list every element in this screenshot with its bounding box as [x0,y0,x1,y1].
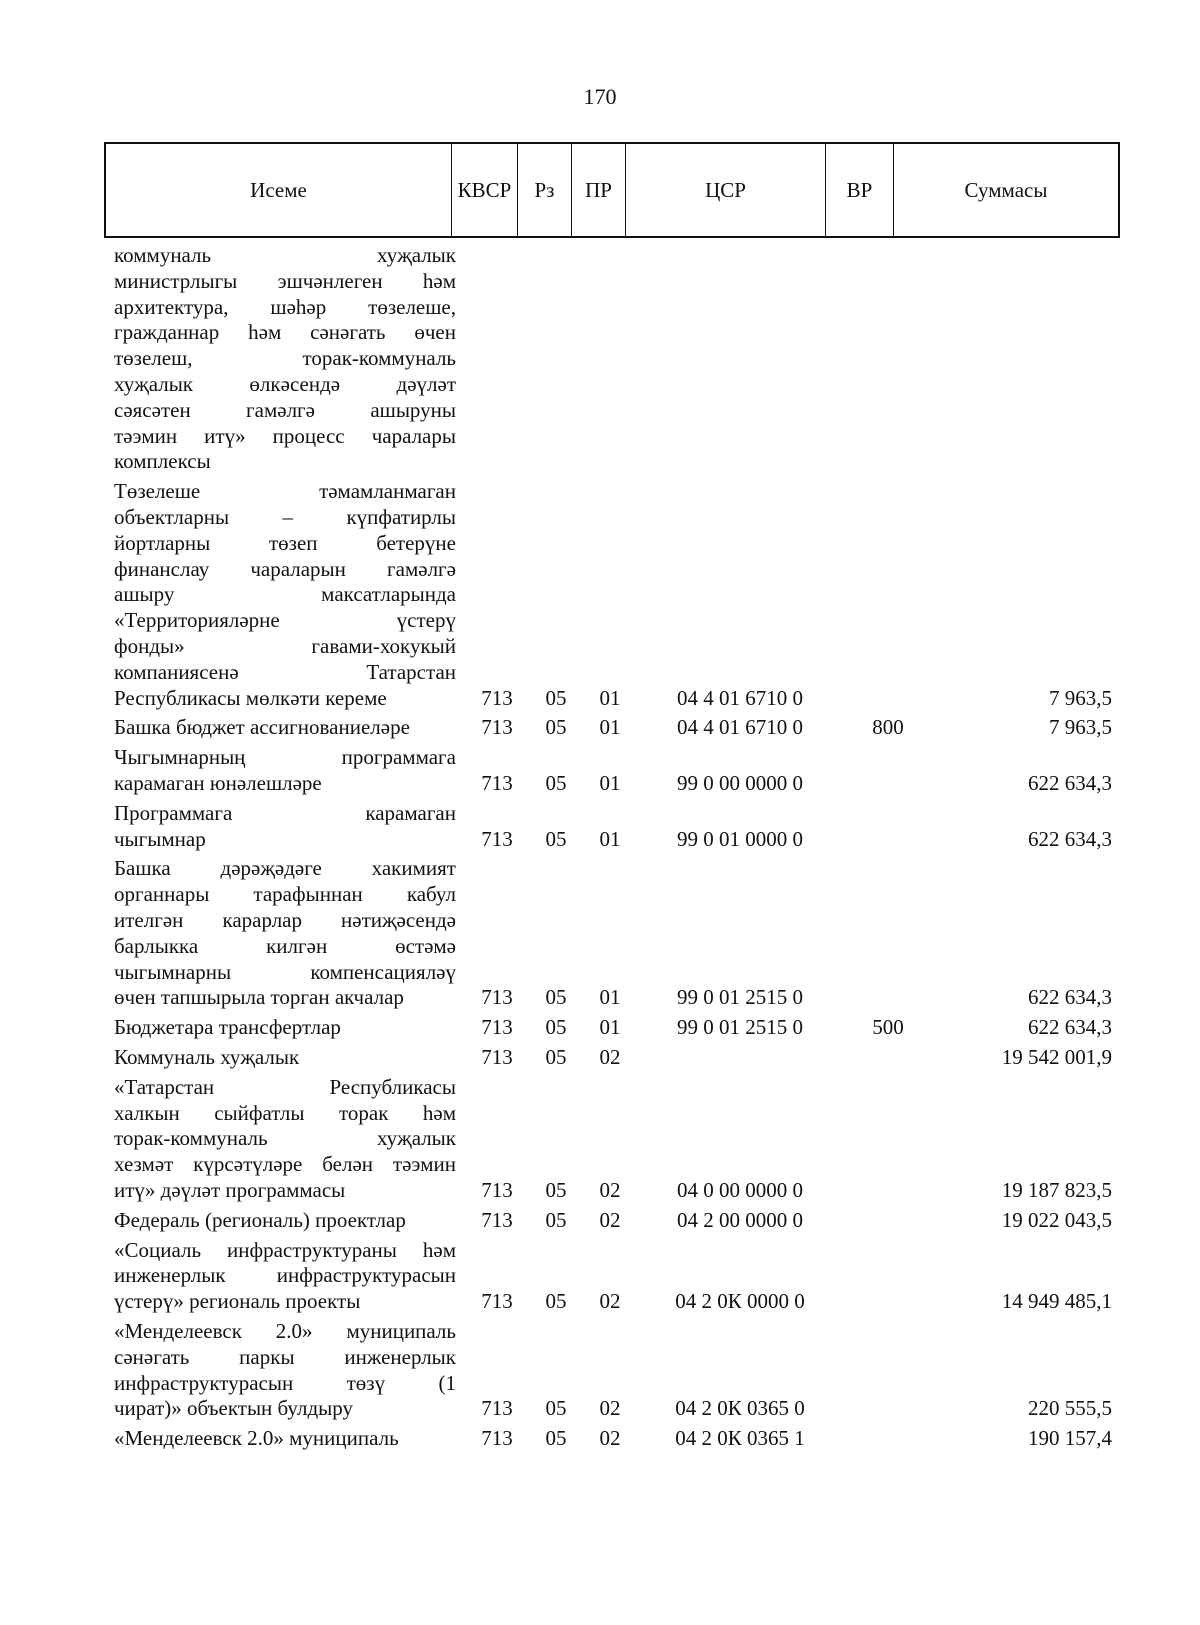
row-name-line: коммуналь хуҗалык [114,243,456,267]
cell-pr: 01 [599,715,621,740]
table-row [0,715,1200,741]
row-name-line: Коммуналь хуҗалык [114,1045,300,1069]
cell-csr: 99 0 01 2515 0 [677,985,803,1010]
row-name-line: Төзелеше тәмамланмаган [114,479,456,504]
cell-pr: 02 [599,1045,621,1069]
table-row [0,1015,1200,1041]
table-row [0,1208,1200,1234]
cell-csr: 04 0 00 0000 0 [677,1177,803,1202]
row-name-line: Федераль (региональ) проектлар [114,1207,406,1232]
row-name-line: халкын сыйфатлы торак һәм [114,1100,456,1125]
row-name-line: «Территорияләрне үстерү [114,608,456,633]
row-name-line: объектларны – күпфатирлы [114,504,456,529]
cell-csr: 04 2 0К 0365 1 [675,1426,805,1451]
row-name-line: өчен тапшырыла торган акчалар [114,985,404,1010]
cell-pr: 01 [599,685,621,710]
cell-kvsr: 713 [481,1015,513,1040]
cell-sum: 190 157,4 [1028,1426,1112,1451]
column-header-name: Исеме [106,144,452,236]
cell-csr: 04 2 00 0000 0 [677,1207,803,1232]
table-row [0,1045,1200,1071]
table-row [0,801,1200,853]
column-header-csr: ЦСР [626,144,826,236]
table-row [0,745,1200,797]
row-name [114,1319,456,1422]
row-name-line: органнары тарафыннан кабул [114,882,456,907]
row-name-line: барлыкка килгән өстәмә [114,933,456,958]
cell-pr: 01 [599,826,621,851]
row-name-line: ителгән карарлар нәтиҗәсендә [114,907,456,932]
cell-rz: 05 [545,1289,567,1314]
cell-pr: 02 [599,1426,621,1451]
cell-csr: 04 4 01 6710 0 [677,715,803,740]
row-name-line: Республикасы мөлкәти кереме [114,685,387,710]
row-name-line: «Менделеевск 2.0» муниципаль [114,1319,456,1343]
cell-rz: 05 [545,1207,567,1232]
cell-sum: 14 949 485,1 [1001,1289,1112,1314]
row-name-line: «Татарстан Республикасы [114,1074,456,1099]
row-name-line: Программага карамаган [114,800,456,825]
row-name-line: «Менделеевск 2.0» муниципаль [114,1426,399,1451]
row-name [114,715,456,741]
row-name [114,745,456,797]
cell-kvsr: 713 [481,1177,513,1202]
cell-vr: 500 [872,1015,904,1040]
cell-csr: 99 0 01 2515 0 [677,1015,803,1040]
table-row [0,1238,1200,1315]
column-header-rz: Рз [518,144,572,236]
row-name [114,1045,456,1071]
row-name-line: чыгымнарны компенсацияләү [114,959,456,984]
cell-rz: 05 [545,826,567,851]
cell-kvsr: 713 [481,1426,513,1451]
row-name-line: «Социаль инфраструктураны һәм [114,1237,456,1262]
table-row [0,1426,1200,1452]
row-name-line: тәэмин итү» процесс чаралары [114,423,456,448]
row-name-line: инфраструктурасын төзү (1 [114,1370,456,1395]
cell-pr: 02 [599,1177,621,1202]
row-name-line: архитектура, шәһәр төзелеше, [114,294,456,319]
row-name [114,1075,456,1204]
cell-rz: 05 [545,1396,567,1421]
cell-kvsr: 713 [481,685,513,710]
cell-kvsr: 713 [481,715,513,740]
cell-csr: 04 4 01 6710 0 [677,685,803,710]
table-row [0,243,1200,475]
row-name-line: хезмәт күрсәтүләре белән тәэмин [114,1152,456,1177]
row-name [114,801,456,853]
table-row [0,479,1200,711]
column-header-pr: ПР [572,144,626,236]
cell-rz: 05 [545,985,567,1010]
cell-sum: 622 634,3 [1028,1015,1112,1040]
cell-kvsr: 713 [481,1396,513,1421]
cell-sum: 7 963,5 [1049,685,1112,710]
cell-pr: 02 [599,1396,621,1421]
row-name-line: чыгымнар [114,826,206,851]
row-name-line: Бюджетара трансфертлар [114,1015,341,1040]
row-name [114,479,456,711]
cell-sum: 19 022 043,5 [1001,1207,1112,1232]
table-row [0,1319,1200,1422]
cell-rz: 05 [545,1015,567,1040]
cell-rz: 05 [545,715,567,740]
cell-rz: 05 [545,770,567,795]
table-header [104,142,1120,238]
row-name [114,1208,456,1234]
cell-sum: 19 187 823,5 [1001,1177,1112,1202]
cell-sum: 622 634,3 [1028,985,1112,1010]
cell-rz: 05 [545,685,567,710]
cell-kvsr: 713 [481,1289,513,1314]
row-name-line: Башка бюджет ассигнованиеләре [114,715,410,740]
cell-sum: 220 555,5 [1028,1396,1112,1421]
cell-csr: 99 0 01 0000 0 [677,826,803,851]
cell-rz: 05 [545,1426,567,1451]
column-header-vr: ВР [826,144,894,236]
row-name-line: төзелеш, торак-коммуналь [114,346,456,371]
cell-kvsr: 713 [481,826,513,851]
column-header-sum: Суммасы [964,177,1048,202]
row-name-line: ашыру максатларында [114,582,456,607]
row-name-line: сәнәгать паркы инженерлык [114,1344,456,1369]
row-name-line: гражданнар һәм сәнәгать өчен [114,320,456,345]
page-number: 170 [583,84,617,109]
column-header-kvsr: КВСР [452,144,518,236]
cell-sum: 622 634,3 [1028,770,1112,795]
cell-sum: 7 963,5 [1049,715,1112,740]
cell-kvsr: 713 [481,985,513,1010]
row-name-line: итү» дәүләт программасы [114,1177,346,1202]
row-name-line: йортларны төзеп бетерүне [114,530,456,555]
cell-csr: 99 0 00 0000 0 [677,770,803,795]
cell-pr: 01 [599,1015,621,1040]
row-name-line: финанслау чараларын гамәлгә [114,556,456,581]
row-name [114,1015,456,1041]
table-row [0,856,1200,1011]
row-name [114,856,456,1011]
cell-pr: 01 [599,770,621,795]
row-name-line: Башка дәрәҗәдәге хакимият [114,856,456,881]
cell-kvsr: 713 [481,770,513,795]
row-name-line: Чыгымнарның программага [114,745,456,770]
cell-kvsr: 713 [481,1207,513,1232]
cell-sum: 622 634,3 [1028,826,1112,851]
row-name-line: карамаган юнәлешләре [114,770,322,795]
table-row [0,1075,1200,1204]
row-name-line: министрлыгы эшчәнлеген һәм [114,268,456,293]
row-name-line: инженерлык инфраструктурасын [114,1263,456,1288]
cell-pr: 01 [599,985,621,1010]
cell-pr: 02 [599,1289,621,1314]
row-name-line: сәясәтен гамәлгә ашыруны [114,397,456,422]
cell-kvsr: 713 [481,1045,513,1069]
row-name [114,243,456,475]
row-name-line: комплексы [114,449,211,474]
cell-pr: 02 [599,1207,621,1232]
cell-rz: 05 [545,1045,567,1069]
row-name-line: торак-коммуналь хуҗалык [114,1126,456,1151]
row-name-line: хуҗалык өлкәсендә дәүләт [114,371,456,396]
cell-vr: 800 [872,715,904,740]
cell-csr: 04 2 0К 0000 0 [675,1289,805,1314]
row-name-line: үстерү» региональ проекты [114,1289,361,1314]
cell-sum: 19 542 001,9 [1001,1045,1112,1069]
row-name-line: чират)» объектын булдыру [114,1396,353,1421]
row-name [114,1238,456,1315]
cell-csr: 04 2 0К 0365 0 [675,1396,805,1421]
row-name-line: компаниясенә Татарстан [114,659,456,684]
row-name-line: фонды» гавами-хокукый [114,633,456,658]
cell-rz: 05 [545,1177,567,1202]
row-name [114,1426,456,1452]
